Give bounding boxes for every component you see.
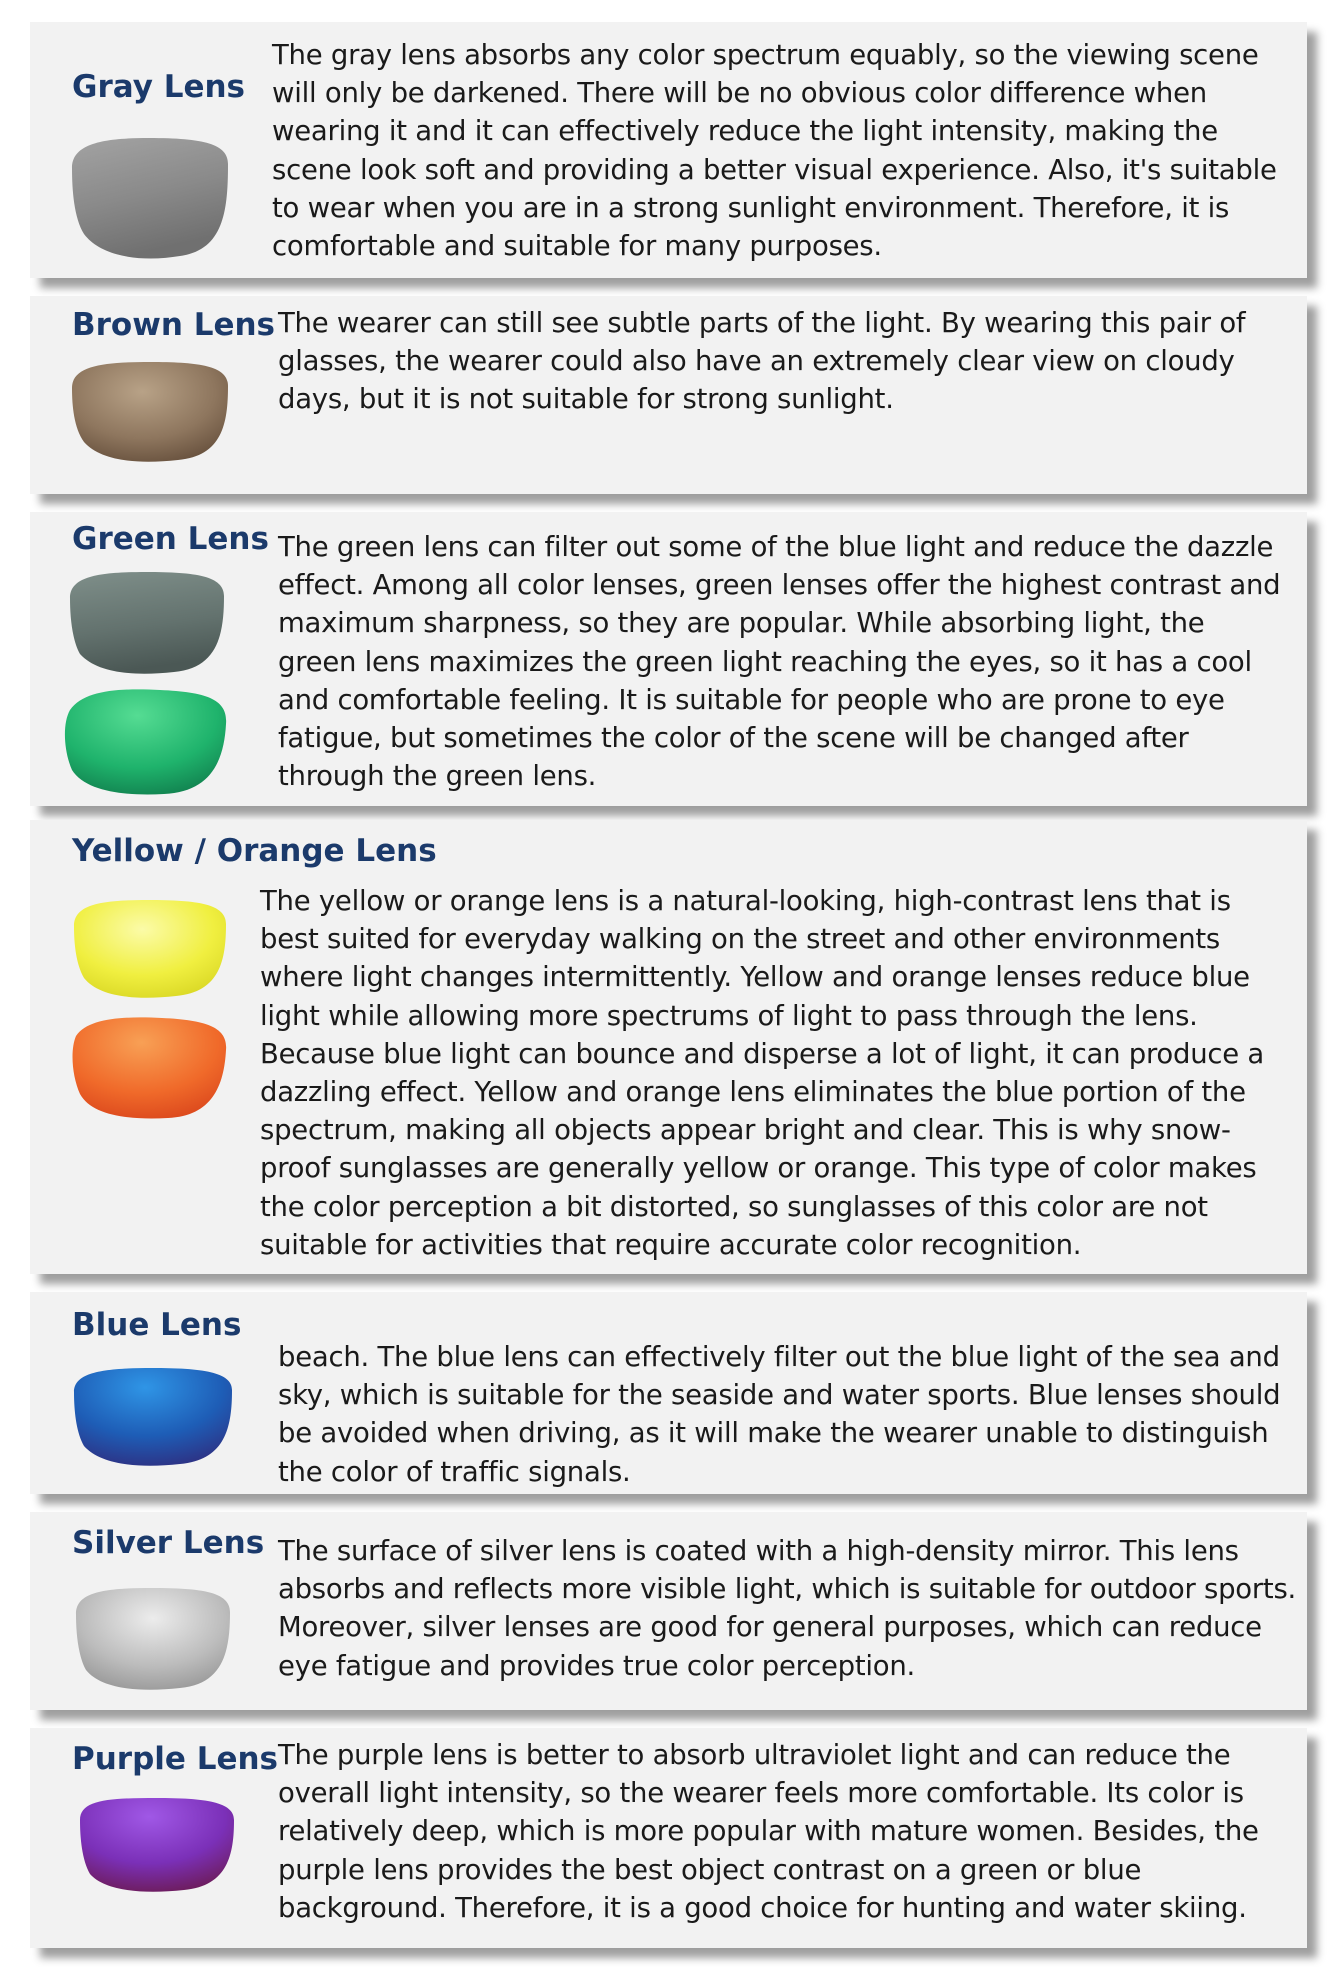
purple-lens-swatch (74, 1794, 240, 1898)
lens-description: The wearer can still see subtle parts of the light. By wearing this pair of glasses, the wearer could also have an extremely clear view on cloudy days, but it is not suitable for strong sunlight. (278, 307, 1246, 416)
lens-description: The yellow or orange lens is a natural-looking, high-contrast lens that is best suited for everyday walking on the street and other environments where light changes intermittently. Yellow and orange lenses reduce blue light while allowing more spectrums of light to pass through the lens. Because blue light can bounce and disperse a lot of light, it can produce a dazzling effect. Yellow and orange lens eliminates the blue portion of the spectrum, making all objects appear bright and clear. This is why snow-proof sunglasses are generally yellow or orange. This type of color makes the color perception a bit distorted, so sunglasses of this color are not suitable for activities that require accurate color recognition. (260, 885, 1265, 1261)
lens-card-yellow-orange (30, 820, 1307, 1274)
blue-lens-swatch (68, 1364, 238, 1472)
lens-description: The purple lens is better to absorb ultraviolet light and can reduce the overall light intensity, so the wearer feels more comfortable. Its color is relatively deep, which is more popular with mature women. Besides, the purple lens provides the best object contrast on a green or blue background. Therefore, it is a good choice for hunting and water skiing. (278, 1739, 1259, 1924)
silver-lens-swatch (70, 1584, 236, 1694)
lens-title: Purple Lens (72, 1741, 279, 1777)
bright-green-lens-swatch (60, 684, 232, 798)
brown-lens-swatch (66, 358, 234, 466)
lens-card-blue (30, 1292, 1307, 1494)
lens-title: Brown Lens (72, 307, 276, 343)
lens-card-brown (30, 296, 1307, 494)
lens-description: The gray lens absorbs any color spectrum equably, so the viewing scene will only be darkened. There will be no obvious color difference when wearing it and it can effectively reduce the light intensity, making the scene look soft and providing a better visual experience. Also, it's suitable to wear when you are in a strong sunlight environment. Therefore, it is comfortable and suitable for many purposes. (272, 39, 1277, 263)
lens-card-silver (30, 1512, 1307, 1710)
dark-green-lens-swatch (64, 568, 230, 680)
orange-lens-swatch (68, 1012, 232, 1124)
lens-card-gray (30, 22, 1307, 278)
lens-title: Blue Lens (72, 1307, 242, 1343)
lens-title: Green Lens (72, 521, 269, 557)
lens-description: The surface of silver lens is coated with a high-density mirror. This lens absorbs and reflects more visible light, which is suitable for outdoor sports. Moreover, silver lenses are good for general purposes, which can reduce eye fatigue and provides true color perception. (278, 1535, 1297, 1682)
lens-card-green (30, 512, 1307, 806)
gray-lens-swatch (64, 134, 234, 264)
lens-title: Gray Lens (72, 69, 245, 105)
lens-description: The green lens can filter out some of the blue light and reduce the dazzle effect. Among all color lenses, green lenses offer the highest contrast and maximum sharpness, so they are popular. While absorbing light, the green lens maximizes the green light reaching the eyes, so it has a cool and comfortable feeling. It is suitable for people who are prone to eye fatigue, but sometimes the color of the scene will be changed after through the green lens. (278, 531, 1281, 793)
lens-title: Yellow / Orange Lens (72, 833, 437, 869)
lens-title: Silver Lens (72, 1525, 265, 1561)
lens-description: beach. The blue lens can effectively filter out the blue light of the sea and sky, which is suitable for the seaside and water sports. Blue lenses should be avoided when driving, as it will make the wearer unable to distinguish the color of traffic signals. (278, 1341, 1281, 1488)
lens-card-purple (30, 1728, 1307, 1948)
yellow-lens-swatch (68, 896, 232, 1002)
